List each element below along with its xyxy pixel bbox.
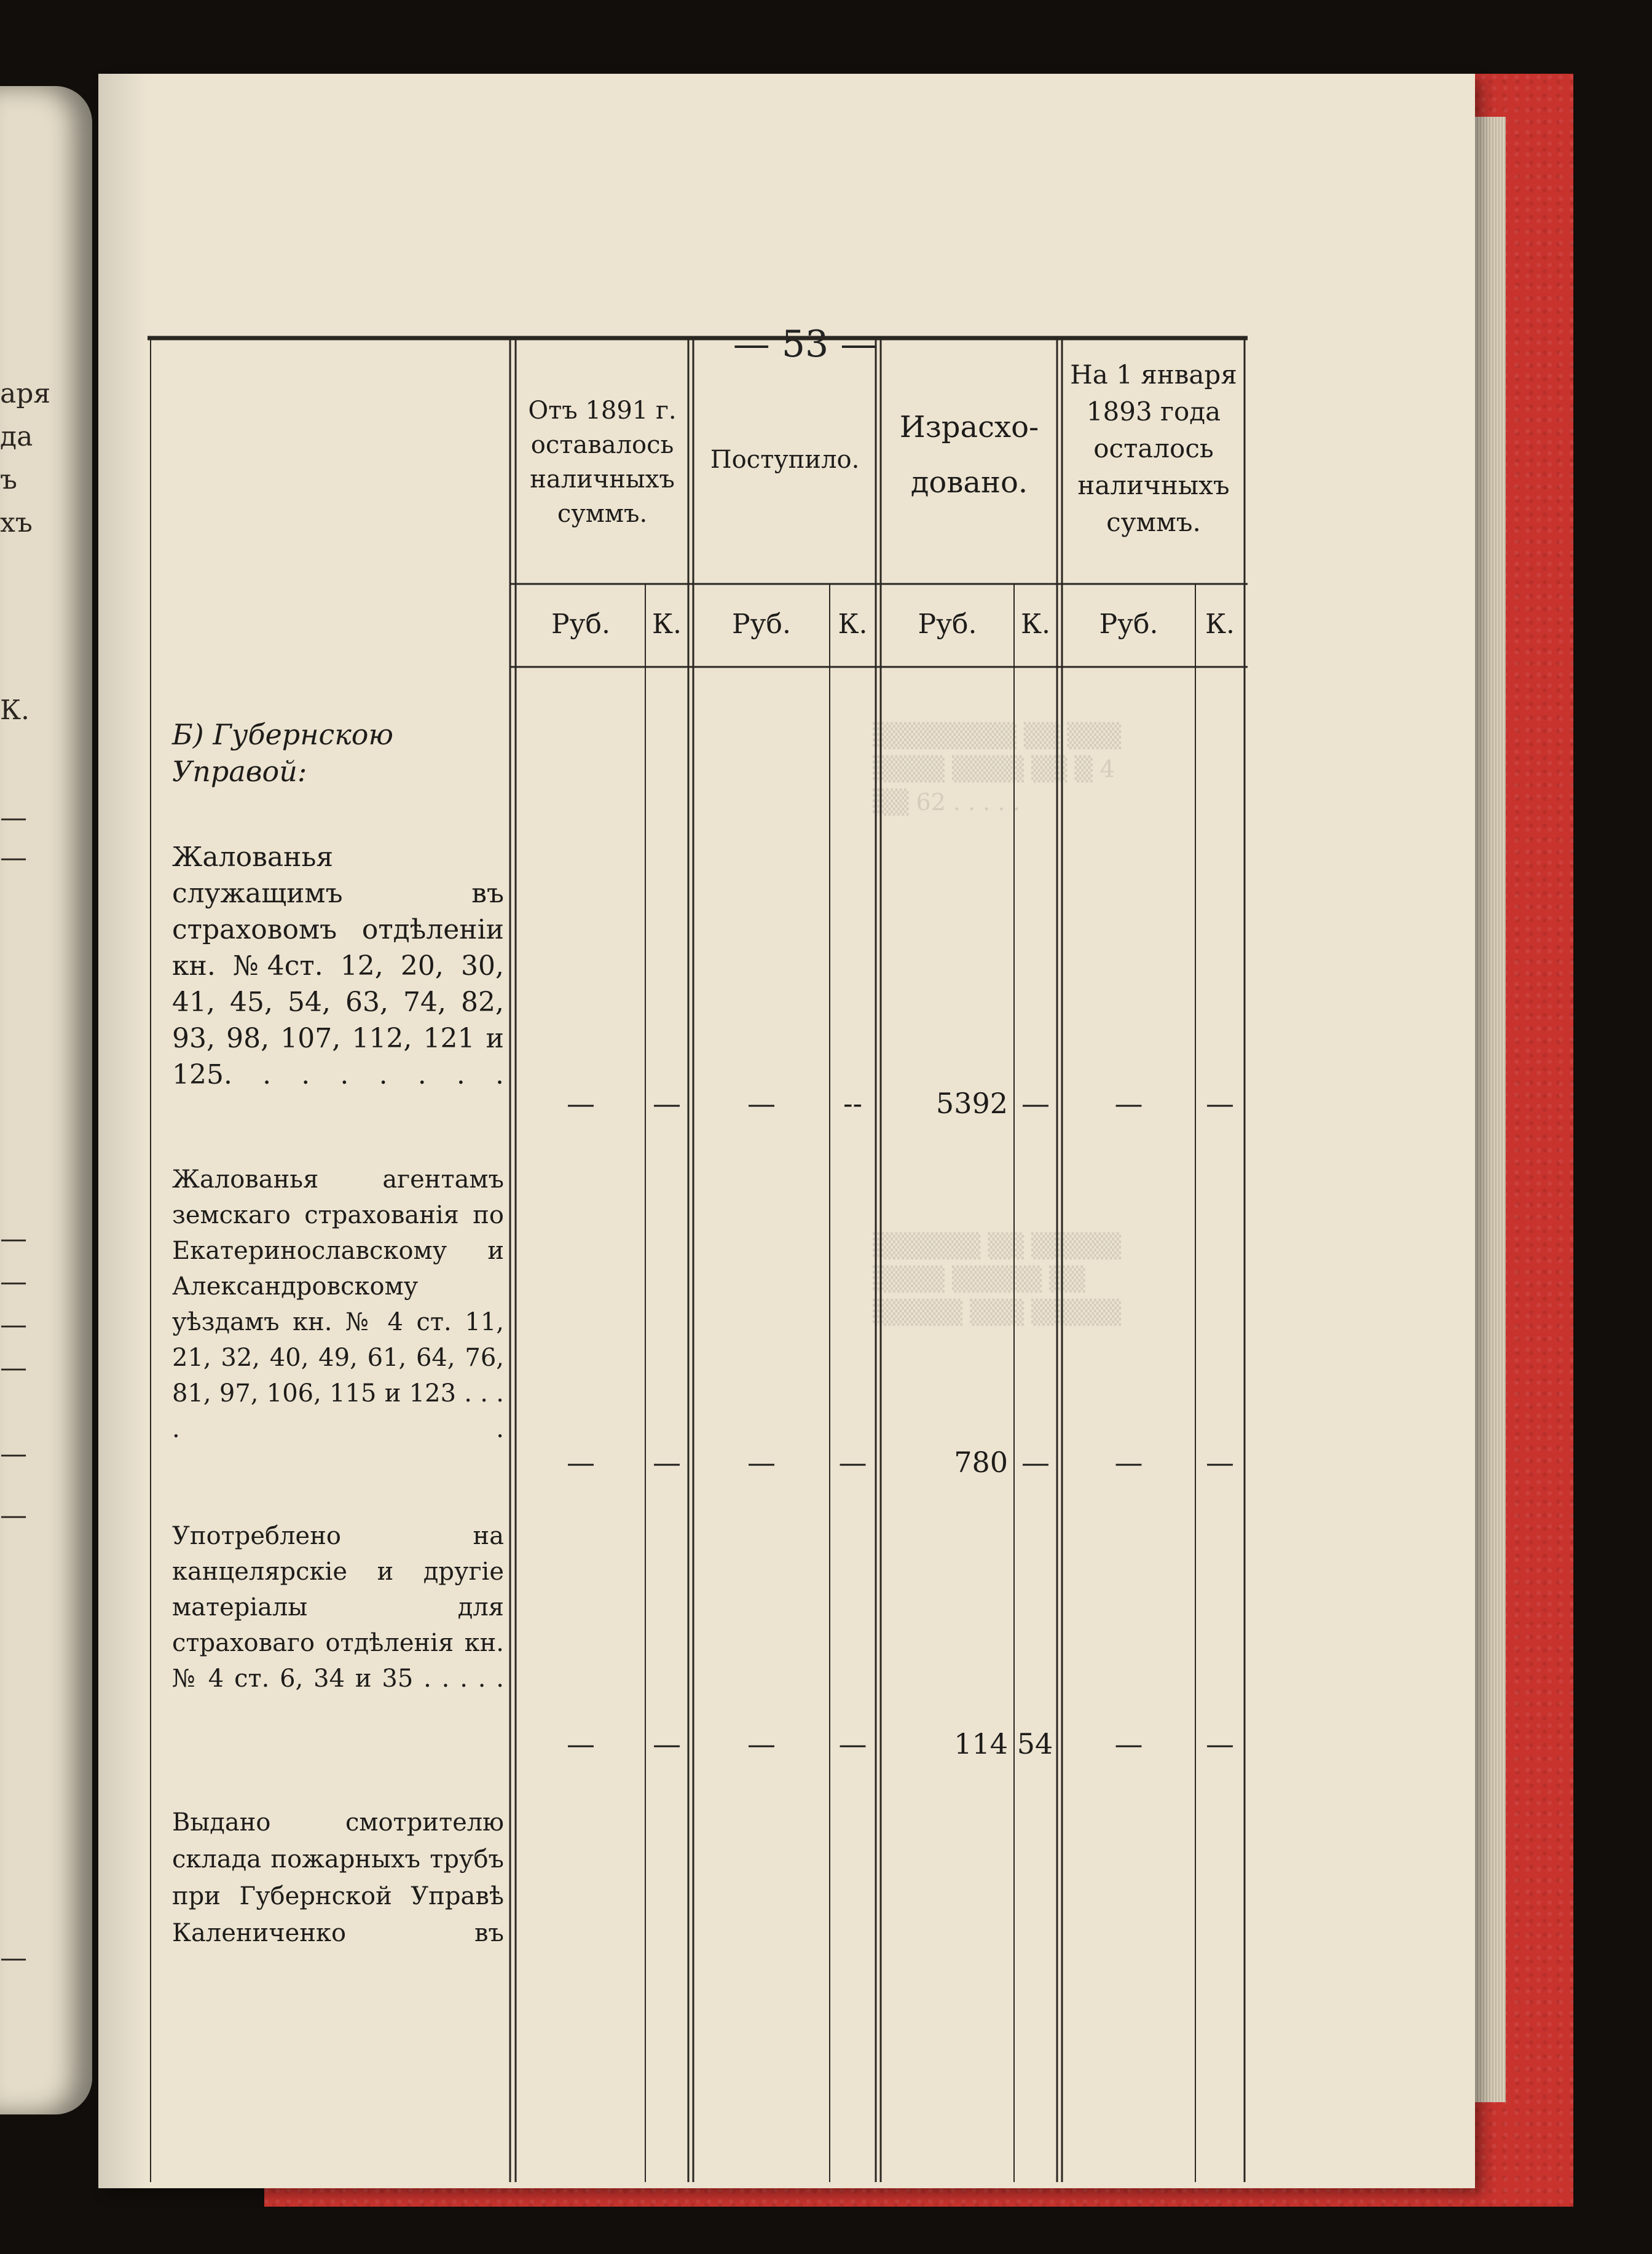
left-fragment: да — [0, 421, 33, 452]
unit-kop: К. — [1020, 609, 1051, 640]
cell-value: — — [653, 1727, 681, 1760]
cell-value: — — [567, 1446, 595, 1479]
left-fragment: — — [0, 1942, 27, 1974]
unit-kop: К. — [838, 609, 868, 640]
left-fragment: — — [0, 842, 27, 873]
left-page — [0, 86, 92, 2114]
column-header-spent: Израсхо- довано. — [899, 410, 1039, 500]
bleed-through: ▒▒▒▒▒▒ ▒▒ ▒▒▒▒▒ ▒▒▒▒ ▒▒▒▒▒ ▒▒ ▒▒▒▒▒ ▒▒▒ ▒▒▒▒▒ — [873, 1232, 1122, 1326]
left-fragment: ъ — [0, 464, 17, 495]
column-header-received: Поступило. — [710, 446, 860, 474]
cell-value: — — [653, 1087, 681, 1120]
cell-value: — — [653, 1446, 681, 1479]
cell-value: — — [567, 1087, 595, 1120]
row-description: Употреблено на канцелярскіе и другіе матеріалы для страховаго отдѣленія кн. № 4 ст. 6, 34 и 35 . . . . . — [172, 1522, 504, 1693]
left-fragment: — — [0, 1500, 27, 1531]
cell-value: — — [1114, 1727, 1143, 1760]
left-fragment: — — [0, 1266, 27, 1298]
cell-value: — — [1114, 1446, 1143, 1479]
cell-value: — — [1021, 1446, 1050, 1479]
row-description: Жалованья агентамъ земскаго страхованія по Екатеринославскому и Александровскому уѣздамъ кн. № 4 ст. 11, 21, 32, 40, 49, 61, 64, 76, 81, 97, 106, 115 и 123 . . . . . — [172, 1165, 504, 1443]
cell-value: — — [747, 1446, 776, 1479]
cell-value: — — [1021, 1087, 1050, 1120]
section-heading: Б) Губернскою Управой: — [172, 718, 393, 788]
cell-value: — — [1206, 1446, 1234, 1479]
left-fragment: аря — [0, 378, 51, 409]
column-header-end-balance: На 1 января 1893 года осталось наличныхъ суммъ. — [1070, 360, 1237, 537]
cell-value: 54 — [1017, 1727, 1053, 1760]
column-header-start-balance: Отъ 1891 г. оставалось наличныхъ суммъ. — [528, 396, 677, 528]
unit-kop: К. — [651, 609, 682, 640]
book-page — [98, 74, 1475, 2188]
unit-kop: К. — [1205, 609, 1235, 640]
left-fragment: — — [0, 1438, 27, 1470]
unit-rub: Руб. — [551, 609, 610, 640]
row-description: Выдано смотрителю склада пожарныхъ трубъ при Губернской Управѣ Калениченко въ — [172, 1808, 504, 1947]
unit-rub: Руб. — [918, 609, 977, 640]
row-description: Жалованья служащимъ въ страховомъ отдѣленіи кн. №4ст. 12, 20, 30, 41, 45, 54, 63, 74, 82, 93, 98, 107, 112, 121 и 125. . . . . . . . — [172, 841, 504, 1090]
cell-value: — — [747, 1727, 776, 1760]
cell-value: — — [838, 1446, 867, 1479]
cell-value: -- — [843, 1087, 863, 1120]
unit-rub: Руб. — [1099, 609, 1158, 640]
cell-value: 114 — [954, 1727, 1008, 1760]
cell-value: — — [567, 1727, 595, 1760]
left-fragment: К. — [0, 695, 30, 726]
left-fragment: — — [0, 1223, 27, 1255]
left-fragment: — — [0, 802, 27, 833]
cell-value: — — [838, 1727, 867, 1760]
cell-value: — — [1114, 1087, 1143, 1120]
left-fragment: — — [0, 1352, 27, 1384]
cell-value: 5392 — [935, 1087, 1008, 1120]
left-fragment: — — [0, 1309, 27, 1341]
cell-value: — — [1206, 1087, 1234, 1120]
cell-value: — — [1206, 1727, 1234, 1760]
cell-value: — — [747, 1087, 776, 1120]
cell-value: 780 — [954, 1446, 1008, 1479]
page-number: — 53 — — [733, 323, 878, 366]
left-fragment: хъ — [0, 507, 33, 538]
unit-rub: Руб. — [732, 609, 791, 640]
left-page-fragments — [0, 86, 92, 2114]
bleed-through: ▒▒▒▒▒▒▒▒ ▒▒ ▒▒▒ ▒▒▒▒ ▒▒▒▒ ▒▒ ▒ 4 ▒▒ 62 . . . . . — [873, 722, 1122, 816]
